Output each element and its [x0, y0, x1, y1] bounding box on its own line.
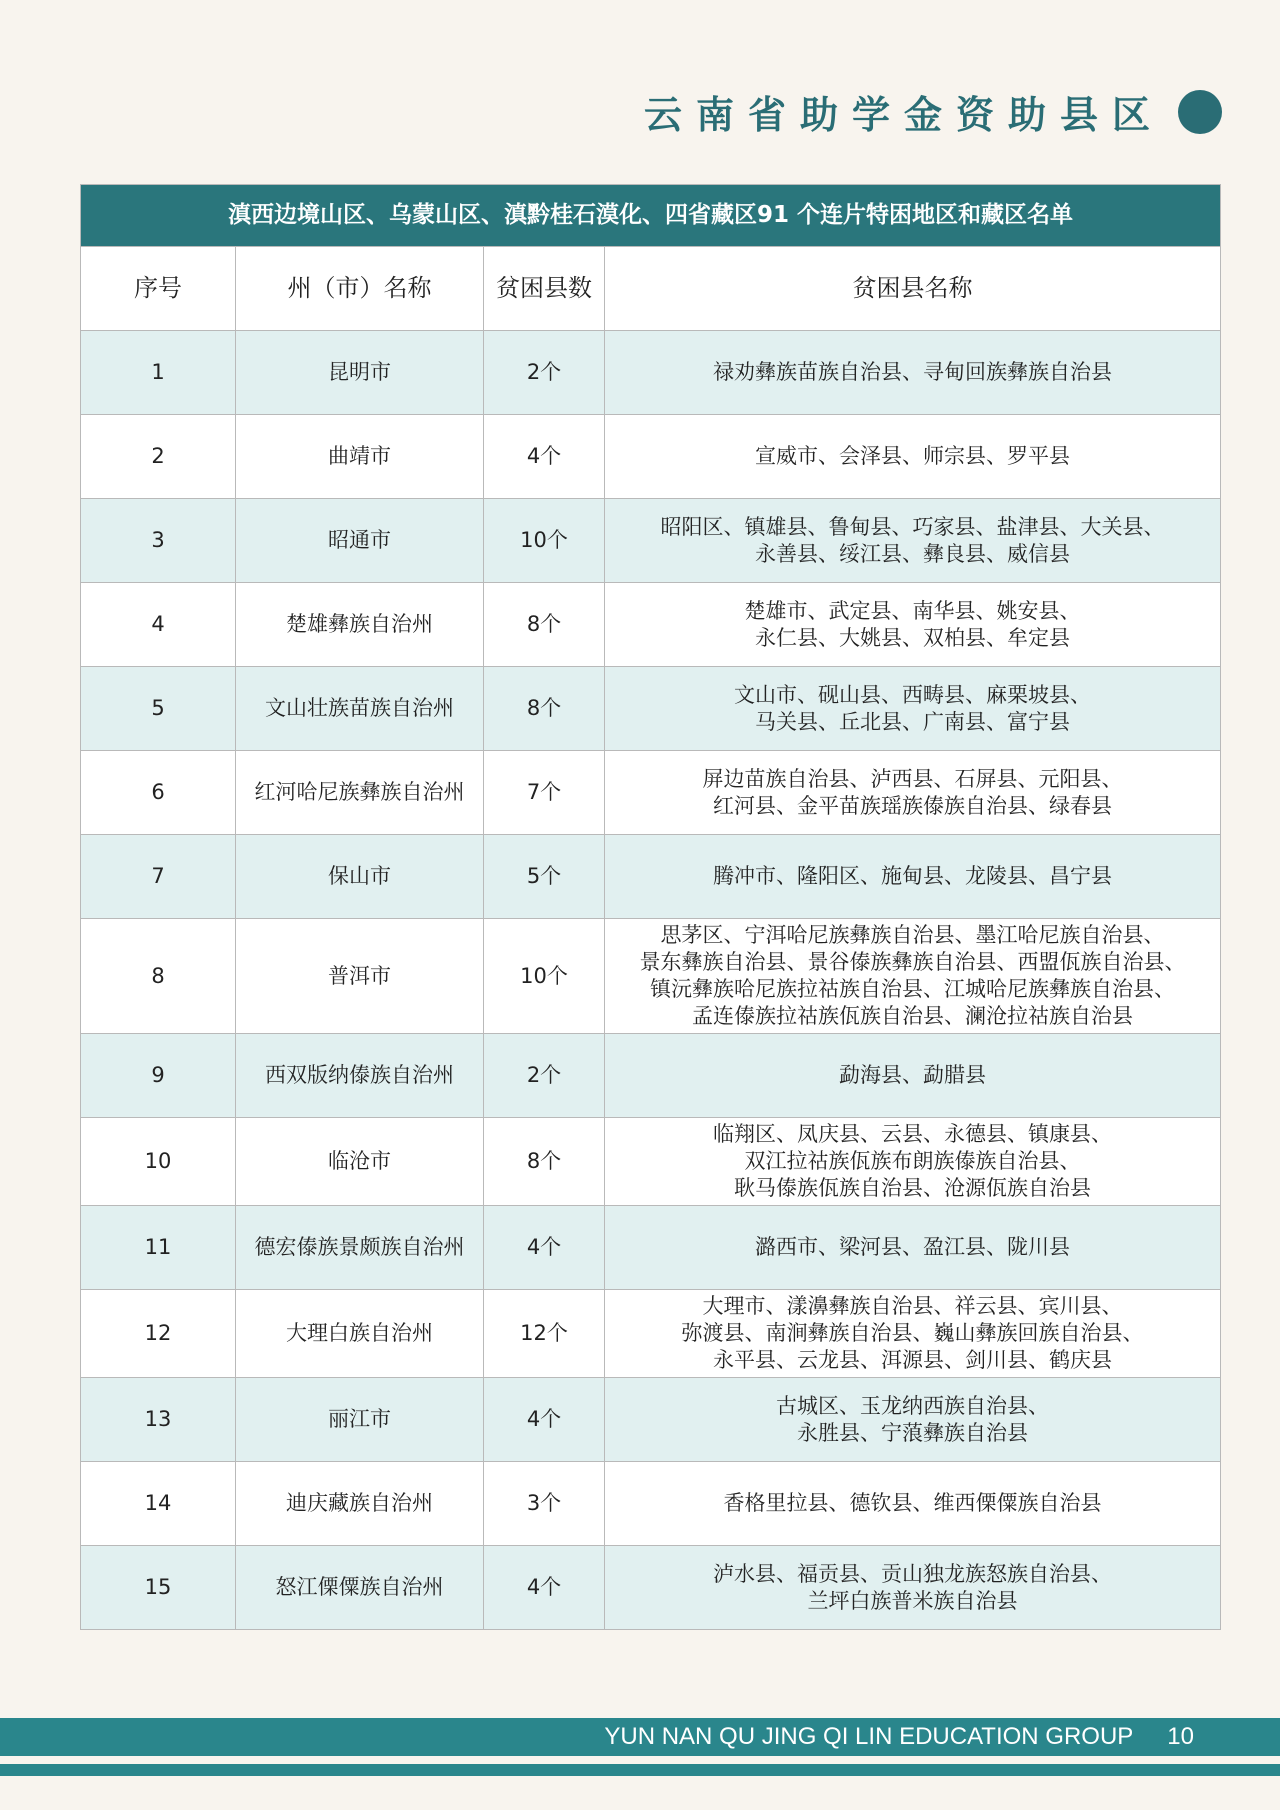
county-names-line: 宣威市、会泽县、师宗县、罗平县	[755, 444, 1070, 468]
county-names-line: 腾冲市、隆阳区、施甸县、龙陵县、昌宁县	[713, 864, 1112, 888]
prefecture-name: 曲靖市	[236, 415, 484, 499]
county-names-line: 禄劝彝族苗族自治县、寻甸回族彝族自治县	[713, 360, 1112, 384]
footer-line	[0, 1764, 1280, 1776]
header-dot-icon	[1178, 90, 1222, 134]
county-names	[605, 1034, 1221, 1118]
county-names-line: 思茅区、宁洱哈尼族彝族自治县、墨江哈尼族自治县、	[660, 923, 1165, 947]
county-names-line: 双江拉祜族佤族布朗族傣族自治县、	[744, 1149, 1081, 1173]
county-count: 2个	[484, 331, 605, 415]
table-caption-row	[81, 185, 1221, 247]
prefecture-name: 临沧市	[236, 1118, 484, 1206]
county-names	[605, 583, 1221, 667]
county-names-line: 文山市、砚山县、西畴县、麻栗坡县、	[734, 682, 1091, 707]
table-row	[81, 1378, 1221, 1462]
prefecture-name: 文山壮族苗族自治州	[236, 667, 484, 751]
county-count: 8个	[484, 667, 605, 751]
row-number: 8	[81, 919, 236, 1034]
county-names	[605, 1462, 1221, 1546]
header-title: 云南省助学金资助县区	[643, 92, 1164, 137]
row-number: 12	[81, 1290, 236, 1378]
county-names-line: 昭阳区、镇雄县、鲁甸县、巧家县、盐津县、大关县、	[660, 514, 1165, 539]
county-names-line: 永胜县、宁蒗彝族自治县	[797, 1420, 1028, 1445]
county-names-line: 马关县、丘北县、广南县、富宁县	[755, 709, 1070, 734]
county-count: 10个	[484, 499, 605, 583]
county-names-line: 兰坪白族普米族自治县	[807, 1588, 1018, 1613]
county-names-line: 勐海县、勐腊县	[839, 1063, 986, 1087]
county-count: 2个	[484, 1034, 605, 1118]
table-row	[81, 415, 1221, 499]
county-names	[605, 1206, 1221, 1290]
prefecture-name: 怒江傈僳族自治州	[236, 1546, 484, 1630]
county-names-line: 屏边苗族自治县、泸西县、石屏县、元阳县、	[702, 766, 1123, 791]
prefecture-name: 丽江市	[236, 1378, 484, 1462]
column-header-prefecture: 州（市）名称	[236, 247, 484, 331]
footer-band	[0, 1718, 1280, 1756]
county-count: 7个	[484, 751, 605, 835]
county-names-line: 景东彝族自治县、景谷傣族彝族自治县、西盟佤族自治县、	[639, 950, 1186, 974]
county-names	[605, 667, 1221, 751]
county-count: 3个	[484, 1462, 605, 1546]
county-names-line: 潞西市、梁河县、盈江县、陇川县	[755, 1235, 1070, 1259]
prefecture-name: 昆明市	[236, 331, 484, 415]
county-names-line: 弥渡县、南涧彝族自治县、巍山彝族回族自治县、	[681, 1321, 1144, 1345]
table-row	[81, 667, 1221, 751]
row-number: 11	[81, 1206, 236, 1290]
county-names	[605, 751, 1221, 835]
county-count: 4个	[484, 1206, 605, 1290]
row-number: 5	[81, 667, 236, 751]
county-names	[605, 1378, 1221, 1462]
county-names-line: 泸水县、福贡县、贡山独龙族怒族自治县、	[713, 1561, 1112, 1586]
row-number: 2	[81, 415, 236, 499]
column-header-counties: 贫困县名称	[605, 247, 1221, 331]
county-names-line: 镇沅彝族哈尼族拉祜族自治县、江城哈尼族彝族自治县、	[650, 977, 1175, 1001]
row-number: 1	[81, 331, 236, 415]
county-names	[605, 1290, 1221, 1378]
table-caption: 滇西边境山区、乌蒙山区、滇黔桂石漠化、四省藏区91 个连片特困地区和藏区名单	[81, 185, 1221, 247]
county-names-line: 楚雄市、武定县、南华县、姚安县、	[744, 598, 1081, 623]
county-names	[605, 1546, 1221, 1630]
county-names	[605, 919, 1221, 1034]
county-count: 4个	[484, 1378, 605, 1462]
prefecture-name: 普洱市	[236, 919, 484, 1034]
table-header-row	[81, 247, 1221, 331]
prefecture-name: 迪庆藏族自治州	[236, 1462, 484, 1546]
row-number: 15	[81, 1546, 236, 1630]
prefecture-name: 保山市	[236, 835, 484, 919]
row-number: 10	[81, 1118, 236, 1206]
prefecture-name: 红河哈尼族彝族自治州	[236, 751, 484, 835]
county-count: 12个	[484, 1290, 605, 1378]
county-names-line: 永善县、绥江县、彝良县、威信县	[755, 541, 1070, 566]
table-row	[81, 1462, 1221, 1546]
table-row	[81, 583, 1221, 667]
prefecture-name: 大理白族自治州	[236, 1290, 484, 1378]
county-names	[605, 499, 1221, 583]
footer-text-block	[604, 1718, 1194, 1756]
row-number: 3	[81, 499, 236, 583]
county-names	[605, 1118, 1221, 1206]
county-count: 8个	[484, 1118, 605, 1206]
county-names	[605, 415, 1221, 499]
table-row	[81, 1290, 1221, 1378]
county-count: 8个	[484, 583, 605, 667]
footer-group-name: YUN NAN QU JING QI LIN EDUCATION GROUP	[604, 1723, 1134, 1750]
table-row	[81, 751, 1221, 835]
table-row	[81, 331, 1221, 415]
prefecture-name: 楚雄彝族自治州	[236, 583, 484, 667]
county-names	[605, 331, 1221, 415]
table-row	[81, 1118, 1221, 1206]
row-number: 4	[81, 583, 236, 667]
county-names-line: 大理市、漾濞彝族自治县、祥云县、宾川县、	[702, 1294, 1123, 1318]
county-names	[605, 835, 1221, 919]
prefecture-name: 昭通市	[236, 499, 484, 583]
table-row	[81, 1206, 1221, 1290]
county-names-line: 临翔区、凤庆县、云县、永德县、镇康县、	[713, 1122, 1112, 1146]
row-number: 14	[81, 1462, 236, 1546]
prefecture-name: 西双版纳傣族自治州	[236, 1034, 484, 1118]
table-row	[81, 1034, 1221, 1118]
poverty-county-table	[80, 184, 1221, 1630]
county-names-line: 耿马傣族佤族自治县、沧源佤族自治县	[734, 1176, 1091, 1200]
county-count: 4个	[484, 1546, 605, 1630]
table-body	[81, 331, 1221, 1630]
prefecture-name: 德宏傣族景颇族自治州	[236, 1206, 484, 1290]
county-count: 4个	[484, 415, 605, 499]
county-names-line: 孟连傣族拉祜族佤族自治县、澜沧拉祜族自治县	[692, 1004, 1133, 1028]
row-number: 7	[81, 835, 236, 919]
table-row	[81, 919, 1221, 1034]
column-header-count: 贫困县数	[484, 247, 605, 331]
county-count: 10个	[484, 919, 605, 1034]
table-row	[81, 835, 1221, 919]
county-names-line: 红河县、金平苗族瑶族傣族自治县、绿春县	[713, 793, 1112, 818]
table-row	[81, 1546, 1221, 1630]
column-header-no: 序号	[81, 247, 236, 331]
county-names-line: 古城区、玉龙纳西族自治县、	[776, 1393, 1049, 1418]
county-names-line: 永平县、云龙县、洱源县、剑川县、鹤庆县	[713, 1348, 1112, 1372]
row-number: 9	[81, 1034, 236, 1118]
row-number: 6	[81, 751, 236, 835]
county-names-line: 永仁县、大姚县、双柏县、牟定县	[755, 625, 1070, 650]
county-names-line: 香格里拉县、德钦县、维西傈僳族自治县	[723, 1491, 1102, 1515]
page-header	[644, 84, 1222, 139]
page-number: 10	[1167, 1723, 1194, 1750]
row-number: 13	[81, 1378, 236, 1462]
table-row	[81, 499, 1221, 583]
county-count: 5个	[484, 835, 605, 919]
